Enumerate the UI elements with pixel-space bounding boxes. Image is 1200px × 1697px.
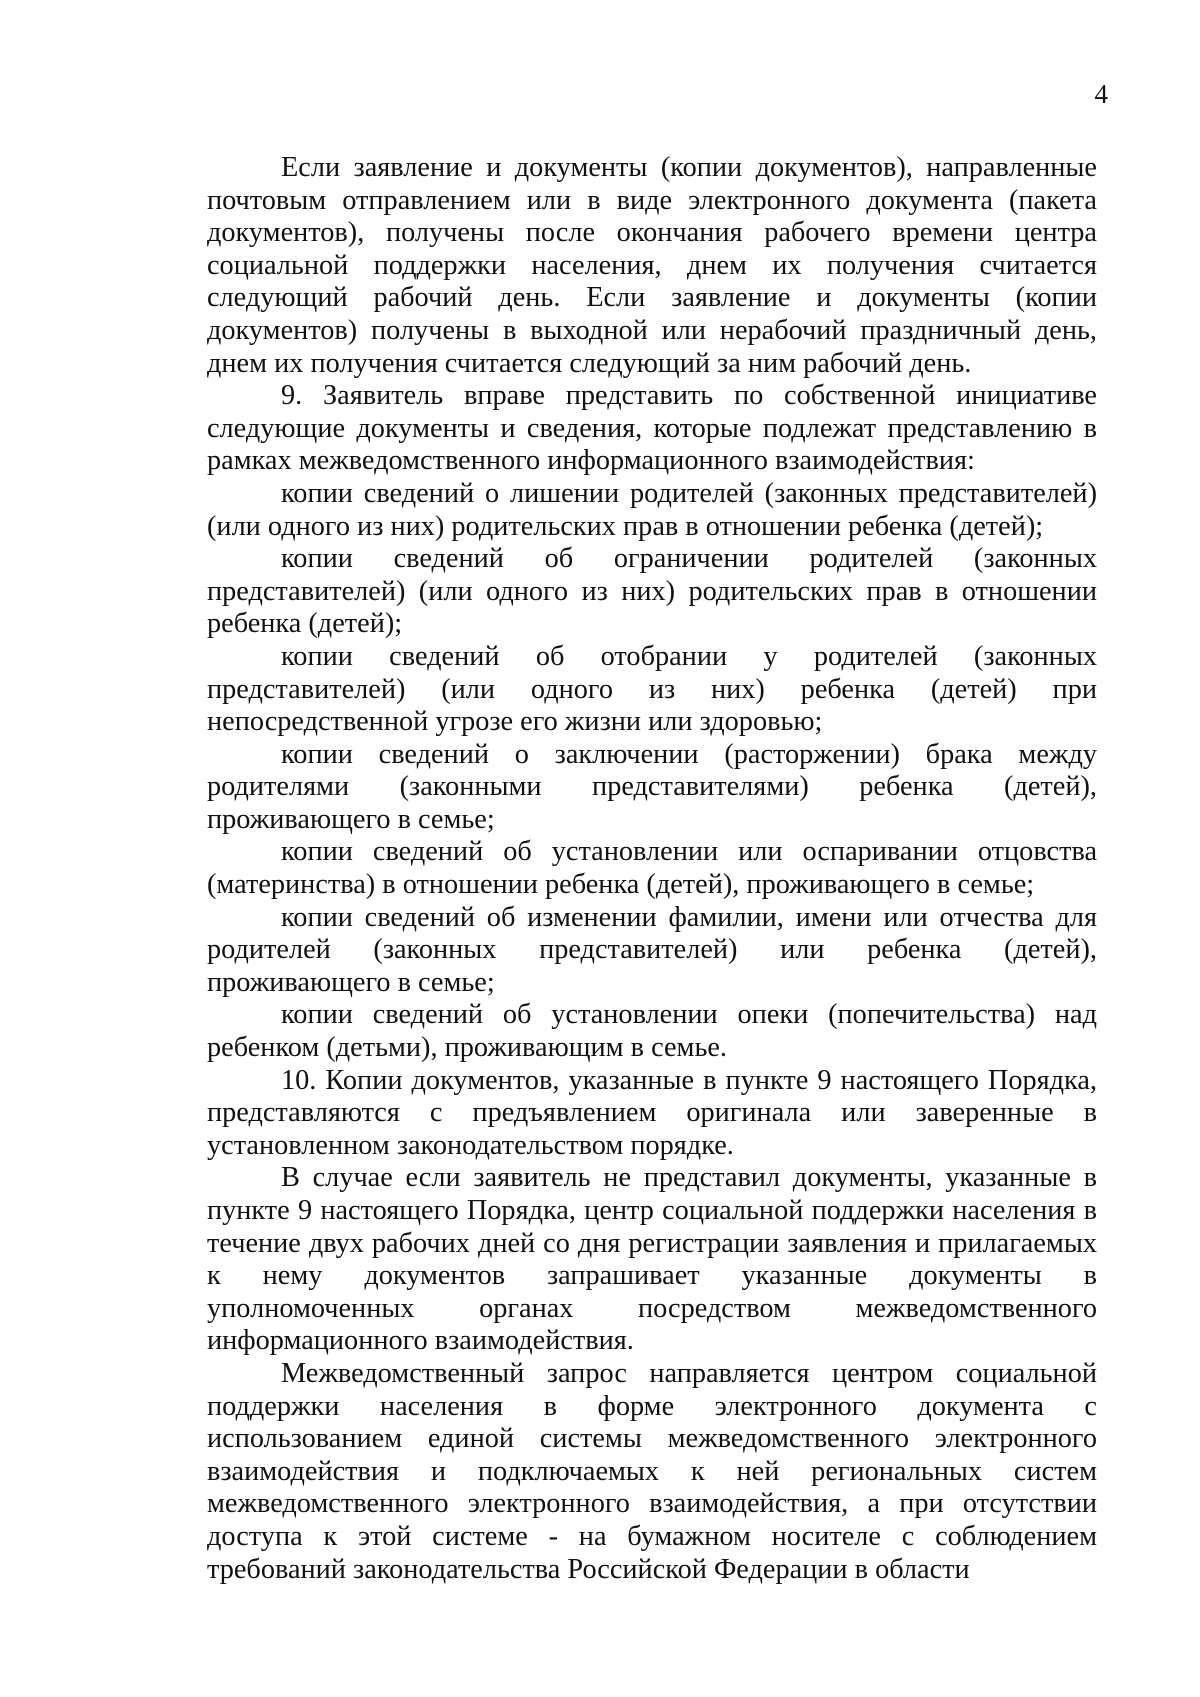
paragraph-marriage: копии сведений о заключении (расторжении) брака между родителями (законными представителями) ребенка (детей), проживающего в семье; xyxy=(207,738,1097,835)
paragraph-removal-child: копии сведений об отобрании у родителей (законных представителей) (или одного из них) ребенка (детей) при непосредственной угрозе его жизни или здоровью; xyxy=(207,640,1097,738)
paragraph-item-9: 9. Заявитель вправе представить по собственной инициативе следующие документы и сведения, которые подлежат представлению в рамках межведомственного информационного взаимодействия: xyxy=(207,380,1097,477)
paragraph-restriction-rights: копии сведений об ограничении родителей (законных представителей) (или одного из них) родительских прав в отношении ребенка (детей); xyxy=(207,543,1097,640)
paragraph-name-change: копии сведений об изменении фамилии, имени или отчества для родителей (законных представителей) или ребенка (детей), проживающего в семье; xyxy=(207,901,1097,998)
paragraph-deprivation-rights: копии сведений о лишении родителей (законных представителей) (или одного из них) родительских прав в отношении ребенка (детей); xyxy=(207,477,1097,542)
paragraph-paternity: копии сведений об установлении или оспаривании отцовства (материнства) в отношении ребенка (детей), проживающего в семье; xyxy=(207,836,1097,901)
document-body xyxy=(207,152,1097,1586)
paragraph-item-10: 10. Копии документов, указанные в пункте 9 настоящего Порядка, представляются с предъявлением оригинала или заверенные в установленном законодательством порядке. xyxy=(207,1064,1097,1161)
paragraph-guardianship: копии сведений об установлении опеки (попечительства) над ребенком (детьми), проживающим в семье. xyxy=(207,999,1097,1064)
paragraph-missing-documents: В случае если заявитель не представил документы, указанные в пункте 9 настоящего Порядка, центр социальной поддержки населения в течение двух рабочих дней со дня регистрации заявления и прилагаемых к нему документов запрашивает указанные документы в уполномоченных органах посредством межведомственного информационного взаимодействия. xyxy=(207,1162,1097,1357)
paragraph-interagency-request: Межведомственный запрос направляется центром социальной поддержки населения в форме электронного документа с использованием единой системы межведомственного электронного взаимодействия и подключаемых к ней региональных систем межведомственного электронного взаимодействия, а при отсутствии доступа к этой системе - на бумажном носителе с соблюдением требований законодательства Российской Федерации в области xyxy=(207,1357,1097,1585)
page-number: 4 xyxy=(1094,79,1108,109)
paragraph-receipt-date: Если заявление и документы (копии документов), направленные почтовым отправлением или в виде электронного документа (пакета документов), получены после окончания рабочего времени центра социальной поддержки населения, днем их получения считается следующий рабочий день. Если заявление и документы (копии документов) получены в выходной или нерабочий праздничный день, днем их получения считается следующий за ним рабочий день. xyxy=(207,152,1097,379)
